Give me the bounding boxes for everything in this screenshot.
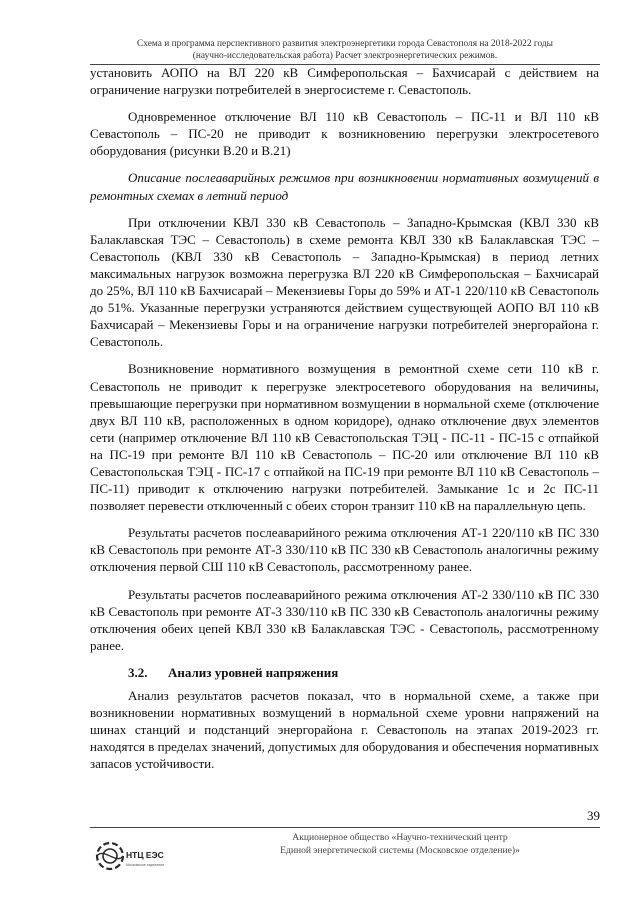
section-title: Анализ уровней напряжения bbox=[168, 664, 339, 680]
footer-divider bbox=[90, 827, 600, 828]
subsection-caption: Описание послеаварийных режимов при возникновении нормативных возмущений в ремонтных схемах в летний период bbox=[90, 170, 599, 203]
paragraph: Результаты расчетов послеаварийного режима отключения АТ-1 220/110 кВ ПС 330 кВ Севастополь при ремонте АТ-3 330/110 кВ ПС 330 кВ Севастополь аналогичны режиму отключения первой СШ 110 кВ Севастополь, рассмотренному ранее. bbox=[90, 525, 599, 575]
section-heading bbox=[128, 664, 599, 681]
page-header bbox=[90, 38, 600, 62]
paragraph: При отключении КВЛ 330 кВ Севастополь – Западно-Крымская (КВЛ 330 кВ Балаклавская ТЭС – Севастополь) в схеме ремонта КВЛ 330 кВ Балаклавская ТЭС – Севастополь (КВЛ 330 кВ Севастополь – Западно-Крымская) в период летних максимальных нагрузок возможна перегрузка ВЛ 220 кВ Симферопольская – Бахчисарай до 25%, ВЛ 110 кВ Бахчисарай – Мекензиевы Горы до 59% и АТ-1 220/110 кВ Севастополь до 51%. Указанные перегрузки устраняются действием существующей АОПО ВЛ 110 кВ Бахчисарай – Мекензиевы Горы и на ограничение нагрузки потребителей энергорайона г. Севастополь. bbox=[90, 214, 599, 350]
logo-text: НТЦ ЕЭС bbox=[126, 850, 164, 860]
paragraph: Одновременное отключение ВЛ 110 кВ Севастополь – ПС-11 и ВЛ 110 кВ Севастополь – ПС-20 не приводит к возникновению перегрузки электросетевого оборудования (рисунки В.20 и В.21) bbox=[90, 109, 599, 159]
page-number: 39 bbox=[587, 808, 600, 823]
main-text bbox=[90, 64, 599, 772]
section-number: 3.2. bbox=[128, 664, 148, 680]
header-line-1: Схема и программа перспективного развития электроэнергетики города Севастополя на 2018-2022 годы bbox=[137, 39, 553, 49]
paragraph: Анализ результатов расчетов показал, что в нормальной схеме, а также при возникновении нормативных возмущений в нормальной схеме уровни напряжений на шинах станций и подстанций энергорайона г. Севастополь на этапах 2019-2023 гг. находятся в пределах значений, допустимых для оборудования и обеспечения нормативных запасов устойчивости. bbox=[90, 688, 599, 772]
footer-line-2: Единой энергетической системы (Московское отделение)» bbox=[280, 844, 520, 856]
footer-line-1: Акционерное общество «Научно-технический центр bbox=[292, 832, 508, 843]
paragraph: Результаты расчетов послеаварийного режима отключения АТ-2 330/110 кВ ПС 330 кВ Севастополь при ремонте АТ-3 330/110 кВ ПС 330 кВ Севастополь аналогичны режиму отключения обеих цепей КВЛ 330 кВ Балаклавская ТЭС - Севастополь, рассмотренному ранее. bbox=[90, 586, 599, 653]
paragraph: установить АОПО на ВЛ 220 кВ Симферопольская – Бахчисарай с действием на ограничение нагрузки потребителей в энергосистеме г. Севастополь. bbox=[90, 65, 599, 98]
logo-subtext: Московское отделение bbox=[126, 863, 165, 867]
paragraph: Возникновение нормативного возмущения в ремонтной схеме сети 110 кВ г. Севастополь не приводит к перегрузке электросетевого оборудования на величины, превышающие перегрузки при нормативном возмущении в нормальной схеме (отключение двух ВЛ 110 кВ, расположенных в одном коридоре), однако отключение двух элементов сети (например отключение ВЛ 110 кВ Севастопольская ТЭЦ - ПС-11 - ПС-15 с отпайкой на ПС-19 при ремонте ВЛ 110 кВ Севастополь – ПС-20 или отключение ВЛ 110 кВ Севастопольская ТЭЦ - ПС-17 с отпайкой на ПС-19 при ремонте ВЛ 110 кВ Севастополь – ПС-11) приводит к отключению нагрузки потребителей. Замыкание 1с и 2с ПС-11 позволяет перевести отключенный с обеих сторон транзит 110 кВ на параллельную цепь. bbox=[90, 361, 599, 514]
company-logo bbox=[93, 833, 173, 879]
header-line-2: (научно-исследовательская работа) Расчет электроэнергетических режимов. bbox=[192, 51, 498, 61]
page-footer bbox=[200, 832, 600, 857]
